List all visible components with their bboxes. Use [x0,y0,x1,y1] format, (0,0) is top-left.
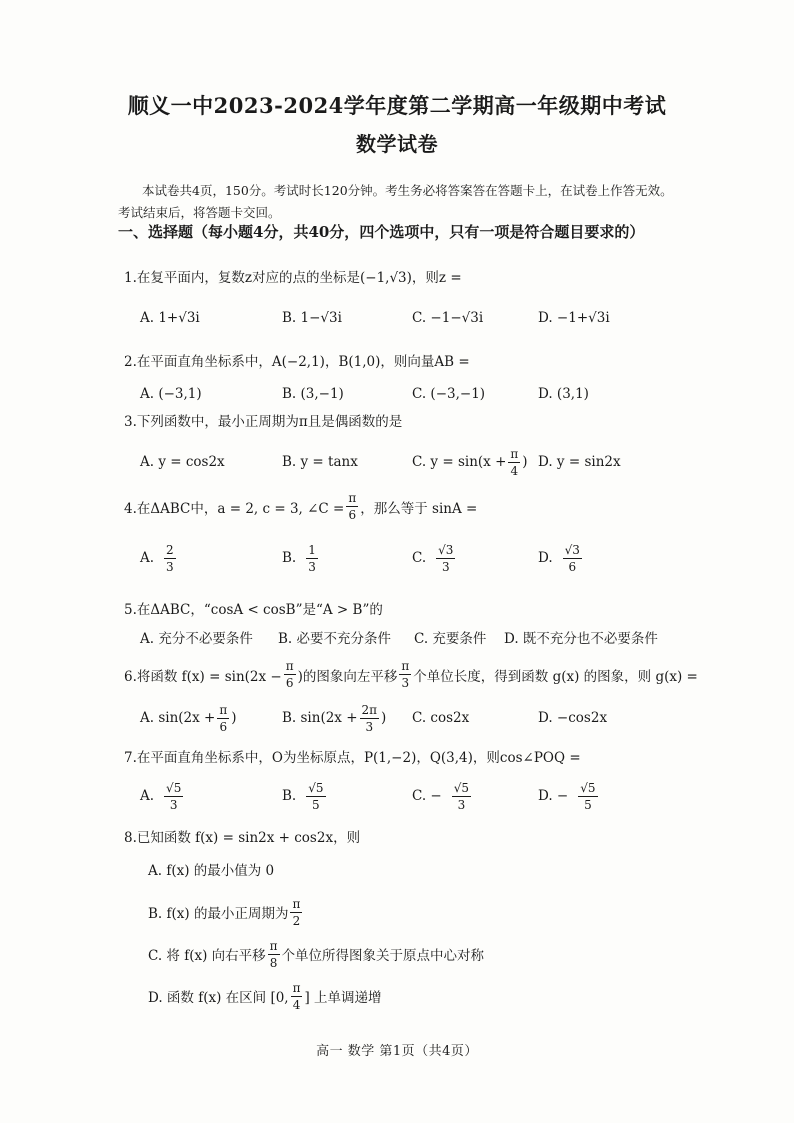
fraction [346,492,358,521]
option-a [140,538,178,578]
question-4-options [140,538,700,578]
numerator: π [292,980,301,995]
option-c: C. −1−√3i [412,310,484,326]
section-heading: 一、选择题（每小题4分，共40分，四个选项中，只有一项是符合题目要求的） [118,223,645,241]
option-text: D. 函数 f(x) 在区间 [0, [148,990,289,1006]
numerator: π [292,896,301,911]
question-8-stem: 8.已知函数 f(x) = sin2x + cos2x，则 [124,830,361,846]
denominator: 2 [292,913,301,928]
option-b [282,698,386,738]
option-label: B. [282,550,297,566]
option-text: B. f(x) 的最小正周期为 [148,906,289,922]
option-a [140,698,237,738]
option-b: B. (3,−1) [282,386,344,402]
exam-title: 顺义一中2023-2024学年度第二学期高一年级期中考试 [127,93,667,118]
option-c [412,776,473,816]
numerator: √5 [166,780,182,795]
question-6-stem [124,660,698,689]
stem-text: )的图象向左平移 [297,668,398,685]
denominator: 3 [457,797,466,812]
stem-text: ，那么等于 sinA = [360,500,478,517]
fraction [578,782,597,811]
stem-text: 4.在ΔABC中，a = 2, c = 3, ∠C = [124,500,345,517]
option-label: A. [140,550,155,566]
stem-text: 6.将函数 f(x) = sin(2x − [124,668,282,685]
stem-text: 个单位长度，得到函数 g(x) 的图象，则 g(x) = [413,668,698,685]
question-3-stem: 3.下列函数中，最小正周期为π且是偶函数的是 [124,414,403,430]
question-8-option-b [148,892,304,932]
numerator: π [219,702,228,717]
option-close: ) [381,710,387,726]
question-8-option-c [148,934,484,974]
fraction [268,940,280,969]
denominator: 3 [401,676,410,690]
numerator: 1 [308,542,316,557]
option-d: D. 既不充分也不必要条件 [504,631,658,647]
numerator: √3 [564,542,580,557]
option-label: A. [140,788,155,804]
denominator: 5 [312,797,320,812]
question-2-stem: 2.在平面直角坐标系中，A(−2,1)，B(1,0)，则向量AB = [124,354,470,370]
exam-instructions: 本试卷共4页，150分。考试时长120分钟。考生务必将答案答在答题卡上，在试卷上作答无效。考试结束后，将答题卡交回。 [118,183,673,220]
denominator: 3 [308,559,316,574]
fraction [164,782,183,811]
denominator: 6 [348,508,357,522]
question-7-options [140,776,700,816]
option-label: D. [538,550,553,566]
option-label: C. − [412,788,442,804]
question-1-stem: 1.在复平面内，复数z对应的点的坐标是(−1,√3)，则z = [124,270,462,286]
question-7-stem: 7.在平面直角坐标系中，O为坐标原点，P(1,−2)，Q(3,4)，则cos∠POQ = [124,750,581,766]
fraction [217,704,229,733]
question-8-option-a: A. f(x) 的最小值为 0 [148,863,275,879]
question-5-stem: 5.在ΔABC，“cosA < cosB”是“A > B”的 [124,602,383,618]
option-d: D. −cos2x [538,710,608,726]
option-a: A. (−3,1) [140,386,202,402]
fraction [164,544,176,573]
fraction [563,544,582,573]
numerator: √5 [453,780,470,795]
option-text: 个单位所得图象关于原点中心对称 [281,948,485,964]
option-a: A. 1+√3i [140,310,200,326]
option-text: C. 将 f(x) 向右平移 [148,948,266,964]
option-a [140,776,185,816]
option-label: B. [282,788,297,804]
denominator: 4 [292,997,301,1012]
option-b: B. 1−√3i [282,310,342,326]
option-c [412,442,528,482]
option-b [282,538,320,578]
fraction [508,448,520,477]
numerator: 2 [166,542,174,557]
numerator: π [269,938,278,953]
fraction [436,544,455,573]
fraction [452,782,471,811]
denominator: 6 [219,719,228,734]
denominator: 3 [365,719,374,734]
option-text: ] 上单调递增 [304,990,382,1006]
option-d: D. −1+√3i [538,310,610,326]
denominator: 6 [568,559,577,574]
denominator: 6 [285,676,294,690]
fraction [284,660,296,689]
question-8-option-d [148,976,382,1016]
question-1-options [140,298,700,338]
page-footer: 高一 数学 第1页（共4页） [316,1044,478,1059]
fraction [306,782,325,811]
numerator: π [285,659,294,673]
numerator: √3 [438,542,454,557]
numerator: π [510,446,519,461]
numerator: 2π [361,702,378,717]
option-d [538,776,600,816]
numerator: √5 [308,780,324,795]
option-b: B. 必要不充分条件 [278,631,392,647]
fraction [399,660,411,689]
exam-subtitle: 数学试卷 [356,132,438,156]
option-a: A. y = cos2x [140,454,225,470]
numerator: π [401,659,410,673]
option-d [538,538,584,578]
denominator: 3 [441,559,450,574]
fraction [291,982,303,1011]
option-label: C. [412,550,427,566]
fraction [290,898,302,927]
option-c-text: C. y = sin(x + [412,454,507,470]
fraction [360,704,380,733]
option-c: C. (−3,−1) [412,386,486,402]
option-d: D. y = sin2x [538,454,621,470]
denominator: 3 [166,559,174,574]
option-text: B. sin(2x + [282,710,358,726]
denominator: 5 [584,797,592,812]
option-text: A. sin(2x + [140,710,216,726]
option-close: ) [231,710,237,726]
question-6-options [140,698,700,738]
denominator: 8 [269,955,278,970]
question-2-options [140,374,700,414]
option-b: B. y = tanx [282,454,358,470]
option-c [412,538,457,578]
question-3-options [140,442,700,482]
numerator: π [348,491,357,505]
denominator: 4 [510,463,519,478]
denominator: 3 [169,797,178,812]
question-5-options [140,625,700,665]
option-b [282,776,328,816]
option-c-close: ) [522,454,528,470]
fraction [306,544,318,573]
option-c: C. 充要条件 [414,631,487,647]
option-d: D. (3,1) [538,386,589,402]
option-label: D. − [538,788,569,804]
numerator: √5 [580,780,596,795]
question-4-stem [124,492,477,521]
option-a: A. 充分不必要条件 [140,631,253,647]
option-c: C. cos2x [412,710,470,726]
